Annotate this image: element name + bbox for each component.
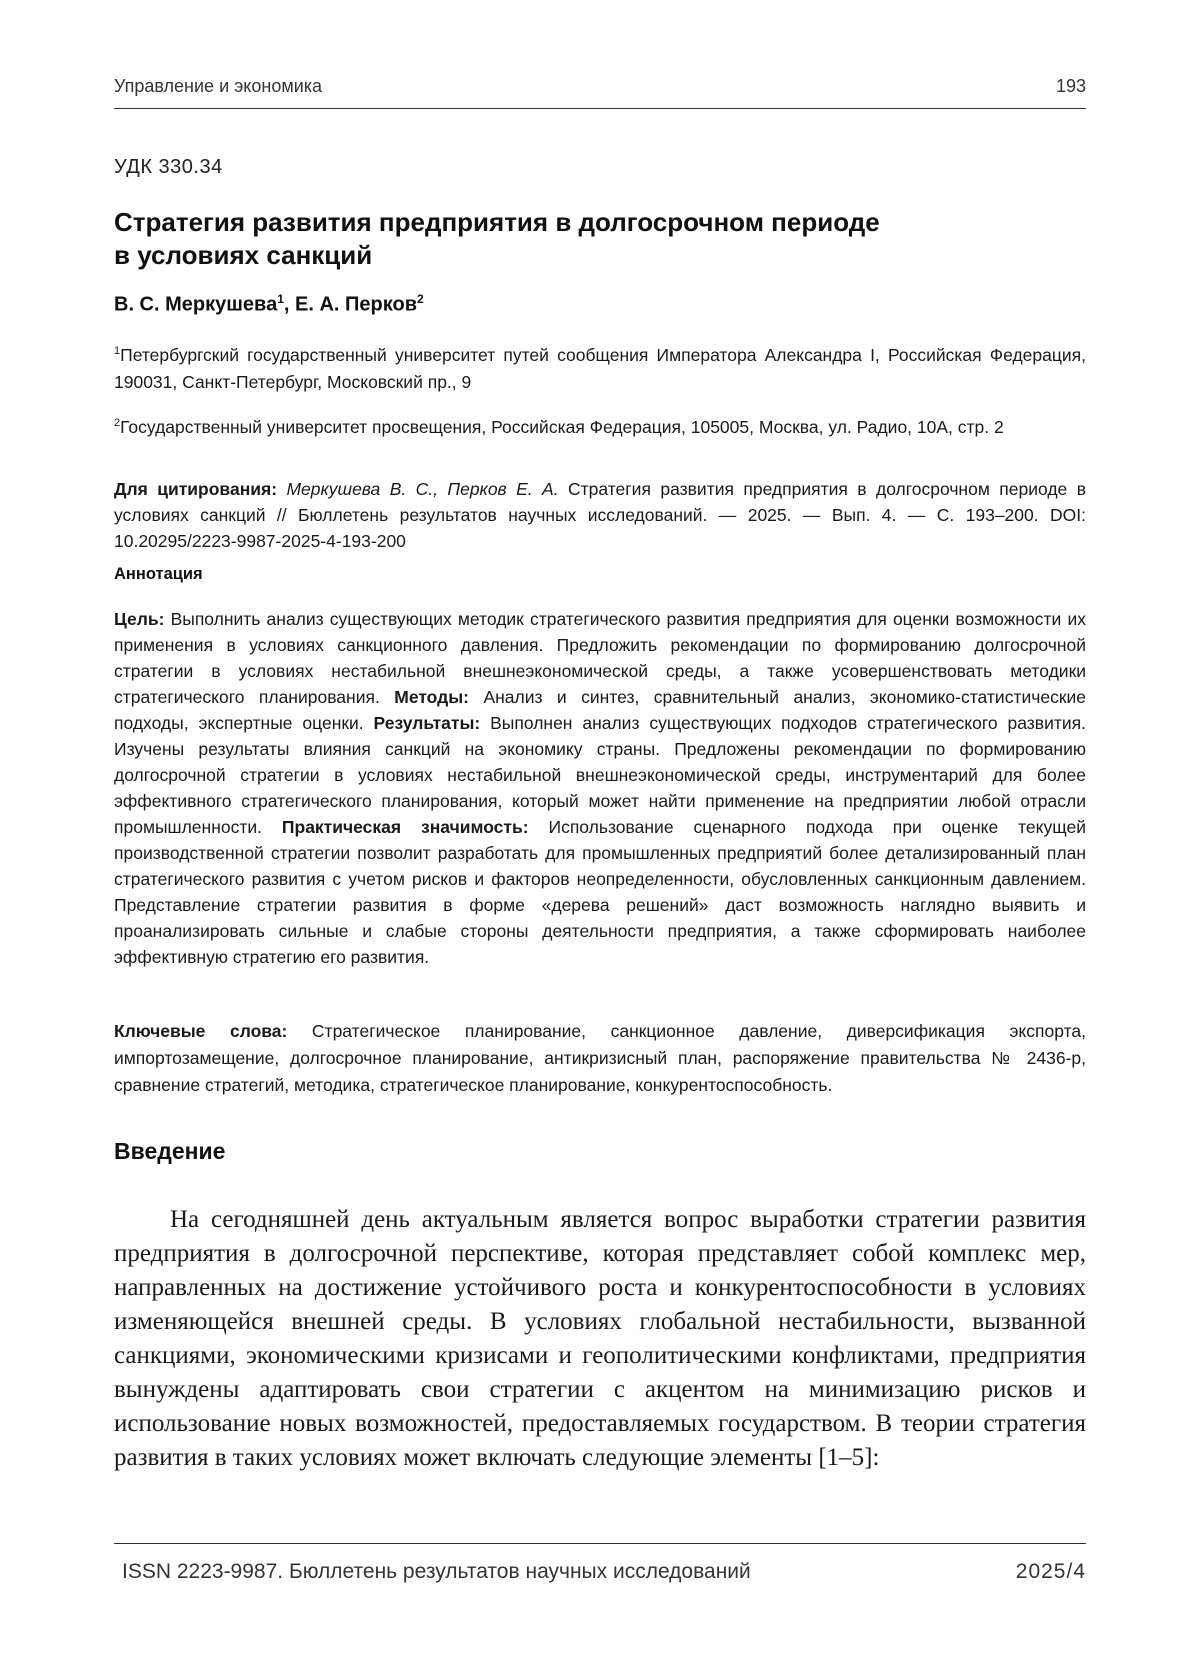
running-header: [114, 76, 1086, 109]
affiliation-mark: 2: [114, 417, 121, 429]
author-mark: 2: [417, 292, 424, 306]
affiliation-mark: 1: [114, 345, 121, 357]
affiliation: [114, 338, 1086, 396]
affiliation-text: Государственный университет просвещения, Российская Федерация, 105005, Москва, ул. Радио, 10А, стр. 2: [120, 416, 1004, 437]
keywords-label: Ключевые слова:: [114, 1021, 288, 1041]
affiliation: [114, 410, 1086, 441]
authors: [114, 292, 424, 317]
practical-text: Использование сценарного подхода при оценке текущей производственной стратегии позволит разработать для промышленных предприятий более детализированный план стратегического развития с учетом рисков и факторов неопределенности, обусловленных санкционным давлением. Представление стратегии развития в форме «дерева решений» даст возможность наглядно выявить и проанализировать сильные и слабые стороны деятельности предприятия, а также сформировать наиболее эффективную стратегию его развития.: [114, 817, 1086, 967]
keywords: [114, 1018, 1086, 1099]
goal-label: Цель:: [114, 609, 165, 629]
citation-authors: Меркушева В. С., Перков Е. А.: [286, 479, 559, 499]
results-text: Выполнен анализ существующих подходов стратегического развития. Изучены результаты влияния санкций на экономику страны. Предложены рекомендации по формированию долгосрочной стратегии в условиях нестабильной внешнеэкономической среды, инструментарий для более эффективного стратегического планирования, который может найти применение на предприятии любой отрасли промышленности.: [114, 713, 1086, 837]
citation-text: Стратегия развития предприятия в долгосрочном периоде в условиях санкций // Бюллетень результатов научных исследований. — 2025. — Вып. 4. — С. 193–200. DOI: 10.20295/2223-9987-2025-4-193-200: [114, 479, 1086, 551]
introduction-paragraph: На сегодняшней день актуальным является вопрос выработки стратегии развития предприятия в долгосрочной перспективе, которая представляет собой комплекс мер, направленных на достижение устойчивого роста и конкурентоспособности в условиях изменяющейся внешней среды. В условиях глобальной нестабильности, вызванной санкциями, экономическими кризисами и геополитическими конфликтами, предприятия вынуждены адаптировать свои стратегии с акцентом на минимизацию рисков и использование новых возможностей, предоставляемых государством. В теории стратегия развития в таких условиях может включать следующие элементы [1–5]:: [114, 1206, 1086, 1471]
abstract: [114, 606, 1086, 970]
goal-text: Выполнить анализ существующих методик стратегического развития предприятия для оценки возможности их применения в условиях санкционного давления. Предложить рекомендации по формированию долгосрочной стратегии в условиях нестабильной внешнеэкономической среды, а также усовершенствовать методики стратегического планирования.: [114, 609, 1086, 707]
author-name: В. С. Меркушева: [114, 293, 278, 316]
results-label: Результаты:: [373, 713, 481, 733]
author-name: Е. А. Перков: [295, 293, 417, 316]
methods-text: Анализ и синтез, сравнительный анализ, экономико-статистические подходы, экспертные оценки.: [114, 687, 1086, 733]
running-footer: [114, 1543, 1086, 1604]
title-line: в условиях санкций: [114, 240, 373, 270]
udk-code: УДК 330.34: [114, 156, 223, 178]
section-heading-introduction: Введение: [114, 1138, 226, 1164]
issue-number: 2025/4: [1015, 1560, 1086, 1583]
annotation-heading: Аннотация: [114, 565, 203, 583]
title-line: Стратегия развития предприятия в долгосрочном периоде: [114, 207, 880, 237]
article-title: [114, 206, 1014, 272]
affiliation-text: Петербургский государственный университет путей сообщения Императора Александра I, Российская Федерация, 190031, Санкт-Петербург, Московский пр., 9: [114, 344, 1086, 392]
author-mark: 1: [277, 292, 284, 306]
methods-label: Методы:: [394, 687, 470, 707]
citation-label: Для цитирования:: [114, 479, 278, 499]
page-number: 193: [1055, 76, 1086, 96]
journal-section-title: Управление и экономика: [114, 76, 323, 96]
citation-block: [114, 476, 1086, 554]
keywords-text: Стратегическое планирование, санкционное давление, диверсификация экспорта, импортозамещение, долгосрочное планирование, антикризисный план, распоряжение правительства № 2436-р, сравнение стратегий, методика, стратегическое планирование, конкурентоспособность.: [114, 1021, 1086, 1095]
author-separator: ,: [283, 293, 296, 316]
practical-label: Практическая значимость:: [281, 817, 529, 837]
issn-journal-line: ISSN 2223-9987. Бюллетень результатов научных исследований: [122, 1560, 751, 1583]
